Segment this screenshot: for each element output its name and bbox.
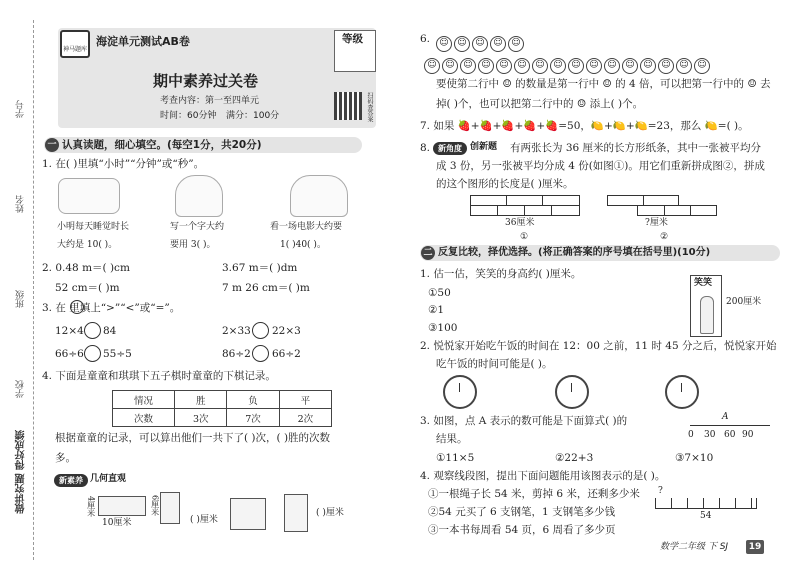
- sleeping-boy-illustration: [58, 178, 120, 214]
- q8-number: 8.: [420, 142, 431, 154]
- segment-diagram: [655, 498, 757, 509]
- clock-option-2[interactable]: [555, 375, 589, 409]
- smiley-icon: ☺: [532, 58, 548, 74]
- q3-c-circle[interactable]: [84, 345, 101, 362]
- smiley-icon: ☺: [694, 58, 710, 74]
- smiley-icon: ☺: [508, 36, 524, 52]
- table-row: [113, 409, 332, 427]
- writing-girl-illustration: [175, 175, 223, 217]
- q8-fig2-number: ②: [660, 232, 669, 242]
- exam-time: 时间：60分钟: [160, 111, 217, 121]
- q5-badge: 新素养: [54, 474, 88, 487]
- q4-text: 4. 下面是童童和琪琪下五子棋时童童的下棋记录。: [42, 370, 276, 382]
- clock-option-1[interactable]: [443, 375, 477, 409]
- smiley-icon: ☺: [640, 58, 656, 74]
- q8-line3: 的这个图形的长度是( )厘米。: [436, 178, 574, 190]
- table-cell: 7次: [227, 409, 279, 427]
- q3-text: 3. 在 里填上“>”“<”或“=”。: [42, 302, 181, 314]
- s2-q1-fig-label: 笑笑: [694, 278, 713, 288]
- q8-line1: 有两张长为 36 厘米的长方形纸条，其中一张被平均分: [510, 142, 762, 154]
- q8-badge: 新角度: [433, 142, 467, 155]
- table-cell: 次数: [113, 409, 175, 427]
- q5-tag: 几何直观: [90, 474, 127, 484]
- q6-number: 6.: [420, 33, 431, 45]
- strip-figure-1: [470, 195, 580, 215]
- page-number: 19: [746, 540, 764, 554]
- grade-label: 等级: [342, 33, 363, 45]
- s2-q2-line2: 吃午饭的时间可能是( )。: [436, 358, 553, 370]
- table-cell: 2次: [279, 409, 331, 427]
- number-line-point-label: A: [722, 412, 729, 422]
- smiley-icon: ☺: [436, 36, 452, 52]
- s2-q4-opt1: ①一根绳子长 54 米，剪掉 6 米，还剩多少米: [428, 488, 640, 500]
- number-line-tick-60: 60: [724, 430, 736, 440]
- q5-label-a: 4厘米: [86, 496, 96, 518]
- binding-line: [33, 20, 34, 560]
- q2-item2: 3.67 m＝( )dm: [222, 262, 298, 274]
- q1a-line2: 大约是 10( )。: [57, 240, 118, 250]
- qr-label: 扫码查答案: [366, 92, 373, 122]
- q3-a-circle[interactable]: [84, 322, 101, 339]
- q3-b-right: 22×3: [272, 325, 301, 337]
- smiley-icon: ☺: [442, 58, 458, 74]
- q3-c-right: 55÷5: [103, 348, 132, 360]
- s2-q3-line1: 3. 如图，点 A 表示的数可能是下面算式( )的: [420, 415, 628, 427]
- s2-q1-opt3: ③100: [428, 322, 458, 334]
- smiley-icon: ☺: [586, 58, 602, 74]
- q3-d-left: 86÷2: [222, 348, 251, 360]
- smiley-icon: ☺: [568, 58, 584, 74]
- table-row: [113, 391, 332, 409]
- q8-fig1-label: 36厘米: [505, 218, 535, 228]
- q8-tag: 创新题: [470, 142, 498, 152]
- margin-student-number: 学号: [16, 100, 26, 118]
- smiley-icon: ☺: [550, 58, 566, 74]
- cuboid-figure-2: [160, 492, 180, 524]
- stacked-figure-2: [284, 494, 308, 532]
- game-record-table: [112, 390, 332, 427]
- s2-q2-line1: 2. 悦悦家开始吃午饭的时间在 12：00 之前，11 时 45 分之后，悦悦家开始: [420, 340, 777, 352]
- q3-a-left: 12×4: [55, 325, 84, 337]
- smiley-icon: ☺: [676, 58, 692, 74]
- logo: 神马题库: [60, 30, 90, 58]
- movie-kids-illustration: [290, 175, 348, 217]
- q1c-line2: 1( )40( )。: [280, 240, 326, 250]
- q2-item3: 52 cm＝( )m: [55, 282, 120, 294]
- smiley-row-2: [424, 52, 712, 74]
- strip-figure-2: [607, 195, 717, 215]
- smiley-icon: ☺: [472, 36, 488, 52]
- q5-blank-1: ( )厘米: [190, 515, 218, 525]
- s2-q3-opt1: ①11×5: [436, 452, 475, 464]
- s2-q1-fig-height: 200厘米: [726, 297, 762, 307]
- q1b-line2: 要用 3( )。: [170, 240, 216, 250]
- q4-answer-text: 根据童童的记录，可以算出他们一共下了( )次，( )胜的次数: [55, 432, 331, 444]
- smiley-icon: ☺: [478, 58, 494, 74]
- s2-q1-opt1: ①50: [428, 287, 451, 299]
- q2-item1: 2. 0.48 m＝( )cm: [42, 262, 130, 274]
- smiley-icon: ☺: [622, 58, 638, 74]
- margin-name: 姓名: [16, 195, 26, 213]
- smiley-icon: ☺: [496, 58, 512, 74]
- q7-text: 7. 如果 🍓+🍓+🍓+🍓+🍓=50，🍋+🍋+🍋=23，那么 🍋=( )。: [420, 120, 749, 132]
- number-line-tick-90: 90: [742, 430, 754, 440]
- q4-answer-text2: 多。: [55, 452, 76, 464]
- q3-d-circle[interactable]: [252, 345, 269, 362]
- q2-item4: 7 m 26 cm＝( )m: [222, 282, 310, 294]
- q3-sample-circle: [70, 300, 84, 314]
- q1b-line1: 写一个字大约: [170, 222, 225, 232]
- stacked-figure-1: [230, 498, 266, 530]
- q8-line2: 成 3 份，另一张被平均分成 4 份(如图①)。用它们重新拼成图②，拼成: [436, 160, 765, 172]
- smiley-icon: ☺: [604, 58, 620, 74]
- section2-title: 反复比较，择优选择。(将正确答案的序号填在括号里)(10分): [438, 247, 711, 258]
- s2-q3-opt3: ③7×10: [675, 452, 714, 464]
- smiley-row-1: [436, 30, 526, 52]
- s2-q1-text: 1. 估一估，笑笑的身高约( )厘米。: [420, 268, 582, 280]
- q1c-line1: 看一场电影大约要: [270, 222, 343, 232]
- number-line-tick-0: 0: [688, 430, 694, 440]
- smiley-icon: ☺: [514, 58, 530, 74]
- table-cell: 情况: [113, 391, 175, 409]
- smiley-icon: ☺: [454, 36, 470, 52]
- q1-text: 1. 在( )里填“小时”“分钟”或“秒”。: [42, 158, 205, 170]
- section1-title: 认真读题，细心填空。(每空1分，共20分): [62, 139, 262, 151]
- exam-score: 满分：100分: [226, 111, 280, 121]
- segment-question: ?: [658, 486, 663, 496]
- brand-title: 海淀单元测试AB卷: [96, 35, 190, 48]
- s2-q1-opt2: ②1: [428, 304, 445, 316]
- q5-label-c: 6厘米: [150, 495, 160, 517]
- table-cell: 3次: [175, 409, 227, 427]
- s2-q4-text: 4. 观察线段图，提出下面问题能用该图表示的是( )。: [420, 470, 666, 482]
- q3-b-circle[interactable]: [252, 322, 269, 339]
- clock-option-3[interactable]: [665, 375, 699, 409]
- qr-code[interactable]: [334, 92, 362, 120]
- q3-a-right: 84: [103, 325, 117, 337]
- smiley-icon: ☺: [658, 58, 674, 74]
- smiley-icon: ☺: [424, 58, 440, 74]
- q6-line1: 要使第二行中 ☺ 的数量是第一行中 ☺ 的 4 倍，可以把第一行中的 ☺ 去: [436, 78, 771, 90]
- q1a-line1: 小明每天睡觉时长: [57, 222, 130, 232]
- number-line: [690, 425, 770, 426]
- section1-number: 一: [45, 138, 59, 152]
- q5-blank-2: ( )厘米: [316, 508, 344, 518]
- q6-line2: 掉( )个，也可以把第二行中的 ☺ 添上( )个。: [436, 98, 644, 110]
- exam-scope: 考查内容：第一至四单元: [160, 96, 260, 106]
- q8-fig2-label: ?厘米: [645, 218, 668, 228]
- cuboid-figure-1: [98, 496, 146, 516]
- table-cell: 负: [227, 391, 279, 409]
- table-cell: 平: [279, 391, 331, 409]
- table-cell: 胜: [175, 391, 227, 409]
- segment-total: 54: [700, 511, 712, 521]
- q8-fig1-number: ①: [520, 232, 529, 242]
- exam-title: 期中素养过关卷: [153, 72, 259, 90]
- s2-q4-opt3: ③一本书每周看 54 页，6 周看了多少页: [428, 524, 616, 536]
- margin-school: 学校: [16, 380, 26, 398]
- smiley-icon: ☺: [490, 36, 506, 52]
- s2-q3-opt2: ②22+3: [555, 452, 594, 464]
- girl-figure: [700, 296, 714, 334]
- footer-text: 数学二年级 下 SJ: [660, 542, 729, 552]
- s2-q4-opt2: ②54 元买了 6 支钢笔，1 支钢笔多少钱: [428, 506, 616, 518]
- number-line-tick-30: 30: [704, 430, 716, 440]
- margin-slogan: 做讲究题 得好成绩: [16, 430, 27, 514]
- smiley-icon: ☺: [460, 58, 476, 74]
- section2-number: 二: [421, 246, 435, 260]
- q3-c-left: 66÷6: [55, 348, 84, 360]
- q3-b-left: 2×33: [222, 325, 251, 337]
- s2-q3-line2: 结果。: [436, 433, 468, 445]
- q3-d-right: 66÷2: [272, 348, 301, 360]
- margin-class: 班级: [16, 290, 26, 308]
- q5-label-b: 10厘米: [102, 518, 132, 528]
